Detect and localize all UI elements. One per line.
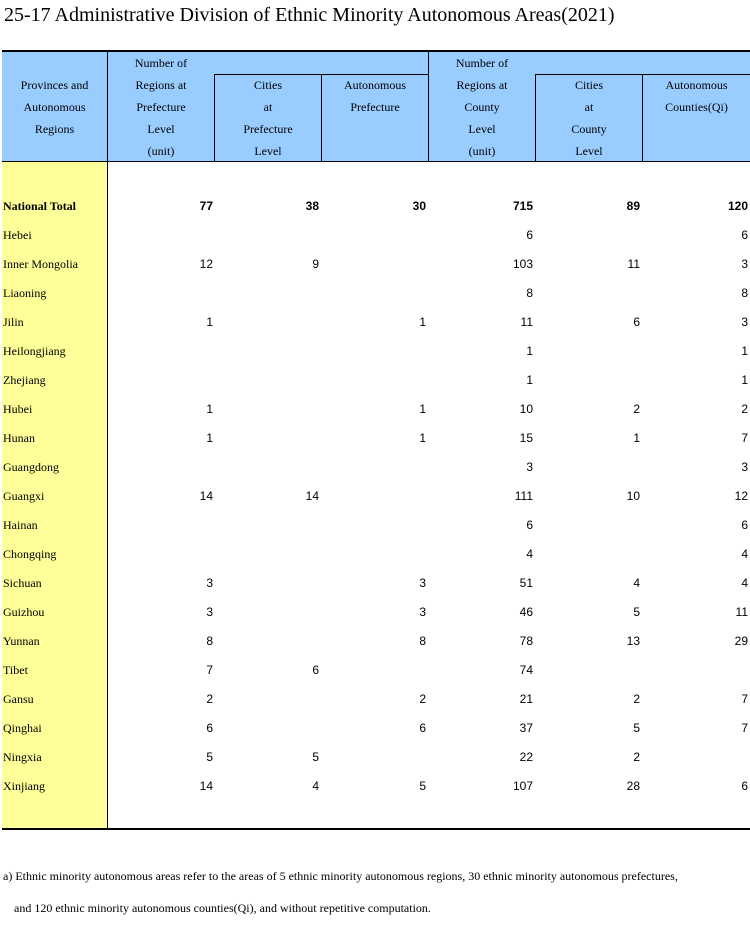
table-cell: 4 [312,779,319,793]
table-cell: 30 [412,199,426,213]
table-cell: 51 [519,576,533,590]
table-cell: 78 [519,634,533,648]
table-cell: 29 [734,634,748,648]
table-row [2,482,750,511]
table-cell: 12 [734,489,748,503]
table-bottom-rule [2,828,750,830]
table-cell: 15 [519,431,533,445]
table-title: 25-17 Administrative Division of Ethnic Minority Autonomous Areas(2021) [4,4,615,26]
table-cell: 8 [526,286,533,300]
header-divider [642,74,643,162]
table-cell: 14 [199,779,213,793]
table-row [2,279,750,308]
table-row [2,424,750,453]
table-cell: 5 [419,779,426,793]
table-row [2,656,750,685]
region-name: Hunan [3,431,35,445]
table-row [2,366,750,395]
region-name: Jilin [3,315,24,329]
table-row [2,337,750,366]
table-cell: 1 [206,431,213,445]
region-name: Heilongjiang [3,344,66,358]
table-cell: 1 [633,431,640,445]
region-name: Xinjiang [3,779,45,793]
table-cell: 3 [741,315,748,329]
table-cell: 3 [419,576,426,590]
region-name: Zhejiang [3,373,46,387]
region-name: Tibet [3,663,28,677]
region-name: Guangxi [3,489,45,503]
header-autonomous-prefecture: Autonomous Prefecture [343,78,406,114]
table-cell: 5 [633,721,640,735]
table-cell: 5 [206,750,213,764]
table-cell: 4 [741,547,748,561]
table-cell: 1 [526,344,533,358]
table-cell: 715 [512,199,533,213]
table-cell: 9 [312,257,319,271]
table-cell: 11 [735,605,748,619]
table-cell: 11 [520,315,533,329]
region-name: Hebei [3,228,32,242]
table-row [2,772,750,801]
table-cell: 12 [199,257,213,271]
table-cell: 8 [206,634,213,648]
header-divider [214,74,428,75]
table-cell: 21 [519,692,533,706]
table-cell: 7 [741,431,748,445]
table-cell: 6 [741,518,748,532]
table-cell: 6 [419,721,426,735]
table-header [2,52,750,162]
table-cell: 3 [526,460,533,474]
table-cell: 1 [206,402,213,416]
header-cities-county: Cities at County Level [571,78,607,158]
table-cell: 8 [741,286,748,300]
table-cell: 28 [626,779,640,793]
table-cell: 1 [419,431,426,445]
table-cell: 2 [633,692,640,706]
table-cell: 4 [633,576,640,590]
table-cell: 5 [633,605,640,619]
table-cell: 10 [626,489,640,503]
table-cell: 46 [519,605,533,619]
table-cell: 74 [519,663,533,677]
table-cell: 22 [519,750,533,764]
table-row [2,221,750,250]
table-cell: 6 [633,315,640,329]
table-cell: 3 [206,605,213,619]
header-cities-prefecture: Cities at Prefecture Level [243,78,293,158]
table-cell: 111 [514,489,533,503]
region-name: Sichuan [3,576,42,590]
region-name: Qinghai [3,721,42,735]
table-cell: 6 [312,663,319,677]
table-cell: 1 [526,373,533,387]
table-row [2,395,750,424]
table-cell: 3 [741,257,748,271]
table-cell: 14 [305,489,319,503]
table-cell: 2 [633,750,640,764]
region-name: Gansu [3,692,34,706]
table-cell: 2 [741,402,748,416]
header-divider [535,74,750,75]
table-cell: 6 [526,518,533,532]
region-name: National Total [3,199,77,213]
header-divider [321,74,322,162]
table-cell: 38 [305,199,319,213]
region-name: Guangdong [3,460,59,474]
table-cell: 5 [312,750,319,764]
table-cell: 11 [627,257,640,271]
header-divider [428,52,429,162]
table-cell: 2 [633,402,640,416]
region-name: Guizhou [3,605,45,619]
table-cell: 6 [741,228,748,242]
table-cell: 1 [419,315,426,329]
table-cell: 10 [519,402,533,416]
header-county-level: Number of Regions at County Level (unit) [455,56,509,158]
region-name: Hainan [3,518,38,532]
header-divider [107,52,108,162]
header-divider [535,74,536,162]
table-cell: 3 [741,460,748,474]
region-name: Chongqing [3,547,57,561]
table-cell: 6 [526,228,533,242]
table-cell: 1 [741,344,748,358]
table-cell: 2 [419,692,426,706]
table-row [2,627,750,656]
footnote-line-2: and 120 ethnic minority autonomous counties(Qi), and without repetitive computation. [14,901,431,915]
table-row [2,453,750,482]
footnote-line-1: a) Ethnic minority autonomous areas refer to the areas of 5 ethnic minority autonomous regions, 30 ethnic minority autonomous prefectures, [3,869,678,883]
table-cell: 4 [741,576,748,590]
table-cell: 7 [741,692,748,706]
table-row [2,250,750,279]
table-row [2,308,750,337]
table-cell: 1 [741,373,748,387]
table-cell: 13 [626,634,640,648]
table-cell: 77 [199,199,213,213]
table-row [2,685,750,714]
region-name: Ningxia [3,750,42,764]
table-row [2,598,750,627]
table-row [2,569,750,598]
header-prefecture-level: Number of Regions at Prefecture Level (unit) [134,56,188,158]
table-cell: 1 [419,402,426,416]
table-row [2,540,750,569]
region-name: Inner Mongolia [3,257,78,271]
header-bottom-rule [2,161,750,162]
table-cell: 89 [626,199,640,213]
table-cell: 6 [206,721,213,735]
table-cell: 107 [512,779,533,793]
table-cell: 4 [526,547,533,561]
table-cell: 37 [519,721,533,735]
table-cell: 3 [419,605,426,619]
table-cell: 2 [206,692,213,706]
table-cell: 6 [741,779,748,793]
table-cell: 103 [512,257,533,271]
table-cell: 120 [727,199,748,213]
table-cell: 3 [206,576,213,590]
table-row [2,511,750,540]
region-name: Yunnan [3,634,40,648]
table-cell: 1 [206,315,213,329]
header-autonomous-counties: Autonomous Counties(Qi) [665,78,728,114]
table-row [2,714,750,743]
table-cell: 8 [419,634,426,648]
table-row-total [2,192,750,221]
table-cell: 14 [199,489,213,503]
table-cell: 7 [741,721,748,735]
table-row [2,743,750,772]
table-cell: 7 [206,663,213,677]
header-region: Provinces and Autonomous Regions [20,78,89,136]
header-divider [214,74,215,162]
region-name: Liaoning [3,286,47,300]
region-name: Hubei [3,402,33,416]
